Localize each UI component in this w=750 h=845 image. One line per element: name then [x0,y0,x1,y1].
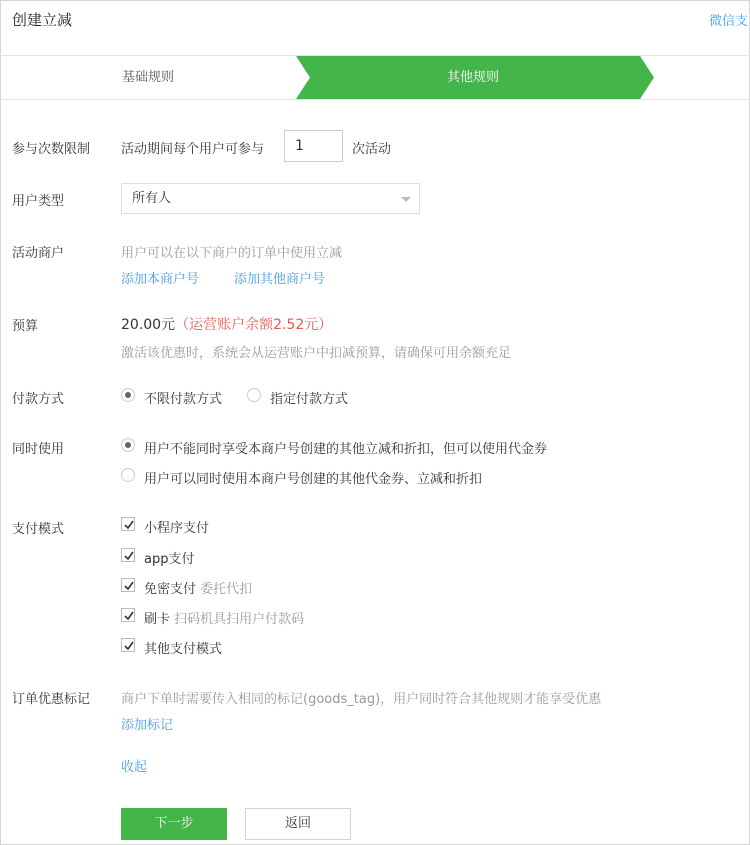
collapse-link[interactable]: 收起 [121,760,148,775]
goods-tag-hint: 商户下单时需要传入相同的标记(goods_tag)，用户同时符合其他规则才能享受优惠 [121,692,602,707]
pay-mode-password-free[interactable] [144,578,252,597]
payment-option-any[interactable]: 不限付款方式 [144,392,223,407]
budget-value: 20.00元 [121,317,176,333]
pay-mode-card-desc: 扫码机具扫用户付款码 [174,612,305,627]
pay-mode-password-free-name: 免密支付 [144,582,197,597]
check-icon [123,550,135,562]
pay-mode-password-free-desc: 委托代扣 [200,582,253,597]
step-other-rules[interactable]: 其他规则 [446,70,499,85]
goods-tag-label: 订单优惠标记 [12,692,91,707]
add-own-merchant-link[interactable]: 添加本商户号 [121,272,200,287]
check-icon [123,519,135,531]
stacking-label: 同时使用 [12,442,65,457]
pay-mode-checkbox-password-free[interactable] [121,578,135,592]
user-type-value: 所有人 [132,191,172,206]
budget-amount [121,314,332,334]
merchants-label: 活动商户 [12,246,65,261]
budget-note: 激活该优惠时，系统会从运营账户中扣减预算，请确保可用余额充足 [121,346,512,361]
payment-radio-any[interactable] [121,388,135,402]
step-bar [0,55,750,100]
chevron-down-icon [401,197,411,202]
page-title: 创建立减 [12,11,73,29]
pay-mode-checkbox-miniprogram[interactable] [121,517,135,531]
pay-mode-other[interactable]: 其他支付模式 [144,642,223,657]
back-button[interactable]: 返回 [245,808,351,840]
budget-balance: （运营账户余额2.52元） [175,317,333,333]
check-icon [123,640,135,652]
next-button[interactable]: 下一步 [121,808,227,840]
limit-count-input[interactable]: 1 [284,130,343,162]
pay-mode-card-name: 刷卡 [144,612,171,627]
user-type-label: 用户类型 [12,194,65,209]
pay-mode-label: 支付模式 [12,522,65,537]
pay-mode-checkbox-other[interactable] [121,638,135,652]
check-icon [123,580,135,592]
budget-label: 预算 [12,319,39,334]
pay-mode-app[interactable]: app支付 [144,552,195,567]
payment-label: 付款方式 [12,392,65,407]
limit-label: 参与次数限制 [12,142,91,157]
check-icon [123,610,135,622]
limit-prefix: 活动期间每个用户可参与 [121,142,265,157]
pay-mode-miniprogram[interactable]: 小程序支付 [144,521,210,536]
pay-mode-checkbox-card[interactable] [121,608,135,622]
step-basic-rules[interactable]: 基础规则 [121,70,174,85]
add-tag-link[interactable]: 添加标记 [121,718,174,733]
payment-radio-specific[interactable] [247,388,261,402]
stacking-option-exclusive[interactable]: 用户不能同时享受本商户号创建的其他立减和折扣，但可以使用代金券 [144,442,548,457]
stacking-radio-combined[interactable] [121,468,135,482]
merchants-hint: 用户可以在以下商户的订单中使用立减 [121,246,343,261]
help-link[interactable]: 微信支 [708,14,748,29]
pay-mode-card[interactable] [144,608,304,627]
stacking-option-combined[interactable]: 用户可以同时使用本商户号创建的其他代金券、立减和折扣 [144,472,483,487]
stacking-radio-exclusive[interactable] [121,438,135,452]
pay-mode-checkbox-app[interactable] [121,548,135,562]
limit-suffix: 次活动 [352,142,392,157]
payment-option-specific[interactable]: 指定付款方式 [270,392,349,407]
user-type-select[interactable] [121,183,420,214]
add-other-merchant-link[interactable]: 添加其他商户号 [234,272,326,287]
